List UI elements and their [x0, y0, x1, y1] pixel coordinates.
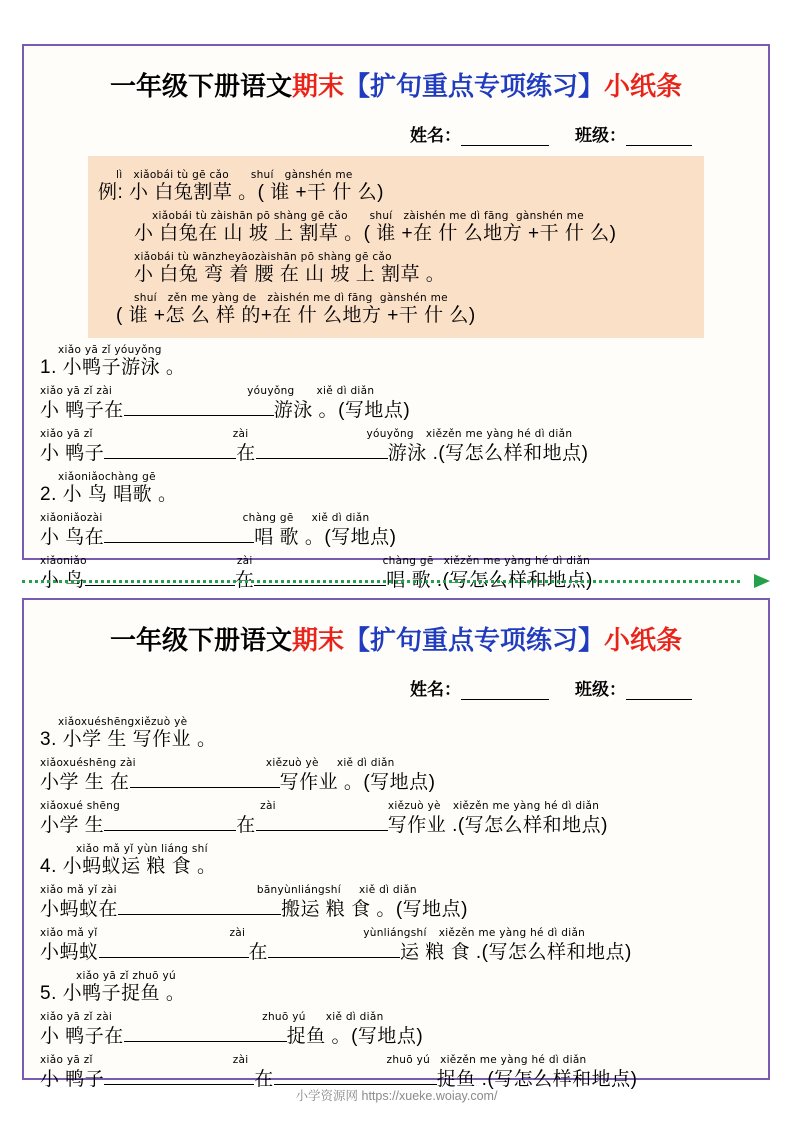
expand1-pinyin-tail: xiě dì diǎn	[325, 1011, 384, 1023]
expand1-hanzi-row	[40, 524, 752, 550]
expand1-pinyin-pre: xiǎo yā zǐ zài	[40, 1011, 113, 1023]
expand2-hz-tail: (写怎么样和地点)	[442, 570, 593, 591]
example-hanzi-1: 例: 小 白兔割草 。( 谁 +干 什 么)	[98, 182, 384, 203]
expand2-hz-mid: 在	[254, 1069, 274, 1090]
expand1-hanzi-row	[40, 769, 752, 795]
base-pinyin: xiǎoxuéshēngxiězuò yè	[58, 716, 188, 728]
expand1-hz-mid: 搬运 粮 食 。	[281, 899, 396, 920]
worksheet-card-2	[22, 598, 770, 1090]
expand2-hz-tail: (写怎么样和地点)	[487, 1069, 638, 1090]
expand1-pinyin-tail: xiě dì diǎn	[316, 385, 375, 397]
expand1-pinyin-row	[40, 884, 752, 896]
expand1-hanzi-row	[40, 1023, 752, 1049]
expand1-pinyin-mid: xiězuò yè	[265, 757, 319, 769]
exercise-item-expand2	[40, 800, 752, 838]
exercise-item-expand2	[40, 428, 752, 466]
title-part-note: 小纸条	[604, 625, 683, 655]
class-label-2: 班级：	[575, 680, 626, 699]
expand2-hanzi-row	[40, 440, 752, 466]
expand1-hz-tail: (写地点)	[338, 400, 411, 421]
expand2-pinyin-mid: zài	[229, 927, 246, 939]
expand2-hanzi-row	[40, 812, 752, 838]
expand2-hz-pre: 小蚂蚁	[40, 942, 99, 963]
expand2-pinyin-end: zhuō yú	[386, 1054, 431, 1066]
example-line-3	[98, 251, 694, 287]
answer-blank[interactable]	[274, 1066, 437, 1085]
worksheet-card-1	[22, 44, 770, 591]
example-line-4	[98, 292, 694, 328]
exercise-item-base	[40, 843, 752, 879]
expand2-pinyin-end: xiězuò yè	[387, 800, 441, 812]
expand1-hz-mid: 游泳 。	[273, 400, 339, 421]
expand1-hz-mid: 写作业 。	[279, 772, 364, 793]
title-part-exam: 期末	[291, 71, 344, 101]
expand2-pinyin-tail: xiězěn me yàng hé dì diǎn	[452, 800, 600, 812]
exercise-item-expand1	[40, 1011, 752, 1049]
expand1-pinyin-pre: xiǎo mǎ yǐ zài	[40, 884, 117, 896]
expand1-hz-mid: 捉鱼 。	[286, 1026, 352, 1047]
expand1-pinyin-row	[40, 385, 752, 397]
answer-blank[interactable]	[256, 440, 388, 459]
expand2-pinyin-end: yùnliángshí	[363, 927, 427, 939]
answer-blank[interactable]	[130, 769, 280, 788]
expand1-hz-tail: (写地点)	[324, 527, 397, 548]
expand1-pinyin-row	[40, 757, 752, 769]
expand1-hz-tail: (写地点)	[363, 772, 436, 793]
answer-blank[interactable]	[99, 939, 249, 958]
title-part-topic: 【扩句重点专项练习】	[344, 71, 605, 101]
expand2-pinyin-mid: zài	[232, 1054, 249, 1066]
base-pinyin: xiǎo mǎ yǐ yùn liáng shí	[76, 843, 208, 855]
expand2-pinyin-pre: xiǎo mǎ yǐ	[40, 927, 98, 939]
expand1-hz-tail: (写地点)	[395, 899, 469, 920]
example-pinyin-3: xiǎobái tù wānzheyāozàishān pō shàng gē cǎo	[134, 251, 392, 263]
exercise-item-base	[40, 970, 752, 1006]
exercise-list-1	[40, 344, 752, 593]
expand2-hz-end: 写作业 .	[387, 815, 458, 836]
cut-dotted-line	[22, 580, 740, 583]
expand2-hz-end: 运 粮 食 .	[400, 942, 482, 963]
exercise-item-base	[40, 716, 752, 752]
expand1-hanzi-row	[40, 397, 752, 423]
answer-blank[interactable]	[118, 896, 281, 915]
expand2-hz-pre: 小 鸟	[40, 570, 85, 591]
expand2-pinyin-mid: zài	[260, 800, 276, 812]
title-part-exam: 期末	[291, 625, 344, 655]
expand2-pinyin-tail: xiězěn me yàng hé dì diǎn	[443, 555, 591, 567]
exercise-item-base	[40, 471, 752, 507]
base-pinyin: xiǎoniǎochàng gē	[58, 471, 156, 483]
expand1-pinyin-mid: chàng gē	[242, 512, 294, 524]
exercise-item-base	[40, 344, 752, 380]
title-part-subject: 一年级下册语文	[109, 625, 292, 655]
expand1-pinyin-pre: xiǎoxuéshēng zài	[40, 757, 136, 769]
base-hanzi: 3. 小学 生 写作业 。	[40, 729, 217, 750]
exercise-item-expand1	[40, 757, 752, 795]
expand2-hz-mid: 在	[248, 942, 269, 963]
expand1-hz-pre: 小 鸟在	[40, 527, 105, 548]
expand2-pinyin-row	[40, 428, 752, 440]
answer-blank[interactable]	[104, 440, 236, 459]
exercise-item-expand2	[40, 927, 752, 965]
expand2-pinyin-end: yóuyǒng	[366, 428, 414, 440]
base-hanzi: 2. 小 鸟 唱歌 。	[40, 484, 178, 505]
expand1-hz-pre: 小学 生 在	[40, 772, 130, 793]
expand2-pinyin-tail: xiězěn me yàng hé dì diǎn	[440, 1054, 587, 1066]
expand1-pinyin-mid: zhuō yú	[262, 1011, 306, 1023]
expand2-pinyin-tail: xiězěn me yàng hé dì diǎn	[425, 428, 573, 440]
base-pinyin: xiǎo yā zǐ zhuō yú	[76, 970, 176, 982]
example-box	[88, 156, 704, 338]
title-part-topic: 【扩句重点专项练习】	[344, 625, 605, 655]
expand1-hz-pre: 小蚂蚁在	[40, 899, 119, 920]
exercise-item-expand1	[40, 512, 752, 550]
student-info-row-1	[24, 121, 768, 146]
expand1-hz-mid: 唱 歌 。	[254, 527, 325, 548]
title-part-note: 小纸条	[604, 71, 683, 101]
exercise-item-expand1	[40, 385, 752, 423]
title-part-subject: 一年级下册语文	[109, 71, 292, 101]
expand2-pinyin-row	[40, 927, 752, 939]
cut-separator	[22, 574, 770, 588]
example-pinyin-2: xiǎobái tù zàishān pō shàng gē cǎo shuí zàishén me dì fāng gànshén me	[152, 210, 584, 222]
exercise-item-expand1	[40, 884, 752, 922]
class-label-1: 班级：	[575, 126, 626, 145]
answer-blank[interactable]	[104, 524, 254, 543]
expand2-hz-end: 捉鱼 .	[436, 1069, 488, 1090]
expand1-pinyin-row	[40, 1011, 752, 1023]
answer-blank[interactable]	[124, 397, 274, 416]
expand2-pinyin-pre: xiǎoniǎo	[40, 555, 87, 567]
answer-blank[interactable]	[268, 939, 400, 958]
expand2-pinyin-pre: xiǎoxué shēng	[40, 800, 121, 812]
expand2-hz-tail: (写怎么样和地点)	[438, 443, 589, 464]
expand1-pinyin-pre: xiǎoniǎozài	[40, 512, 103, 524]
expand1-pinyin-mid: bānyùnliángshí	[256, 884, 341, 896]
student-info-row-2	[24, 675, 768, 700]
expand2-pinyin-row	[40, 1054, 752, 1066]
answer-blank[interactable]	[256, 812, 388, 831]
base-hanzi: 1. 小鸭子游泳 。	[40, 357, 186, 378]
expand2-hanzi-row	[40, 939, 752, 965]
example-hanzi-4: ( 谁 +怎 么 样 的+在 什 么地方 +干 什 么)	[116, 305, 476, 326]
expand2-pinyin-row	[40, 555, 752, 567]
footer-watermark	[0, 1086, 793, 1104]
example-hanzi-2: 小 白兔在 山 坡 上 割草 。( 谁 +在 什 么地方 +干 什 么)	[134, 223, 617, 244]
expand2-hz-pre: 小 鸭子	[40, 443, 105, 464]
expand1-pinyin-tail: xiě dì diǎn	[358, 884, 417, 896]
expand2-hz-end: 唱 歌 .	[386, 570, 443, 591]
expand2-pinyin-mid: zài	[232, 428, 249, 440]
expand1-pinyin-tail: xiě dì diǎn	[311, 512, 370, 524]
expand2-hz-tail: (写怎么样和地点)	[457, 815, 609, 836]
exercise-list-2	[40, 716, 752, 1092]
example-hanzi-3: 小 白兔 弯 着 腰 在 山 坡 上 割草 。	[134, 264, 446, 285]
name-label-2: 姓名：	[410, 680, 461, 699]
expand1-hanzi-row	[40, 896, 752, 922]
expand2-hz-mid: 在	[236, 443, 256, 464]
expand2-hz-end: 游泳 .	[387, 443, 439, 464]
expand2-pinyin-row	[40, 800, 752, 812]
expand1-pinyin-row	[40, 512, 752, 524]
example-line-2	[98, 210, 694, 246]
expand2-pinyin-mid: zài	[236, 555, 253, 567]
page-title-1	[24, 66, 768, 103]
example-pinyin-1: lì xiǎobái tù gē cǎo shuí gànshén me	[116, 169, 353, 181]
answer-blank[interactable]	[124, 1023, 287, 1042]
base-pinyin: xiǎo yā zǐ yóuyǒng	[58, 344, 162, 356]
expand2-pinyin-pre: xiǎo yā zǐ	[40, 428, 93, 440]
expand2-hz-pre: 小学 生	[40, 815, 105, 836]
answer-blank[interactable]	[104, 1066, 254, 1085]
expand2-hz-mid: 在	[236, 815, 256, 836]
expand1-hz-pre: 小 鸭子在	[40, 1026, 124, 1047]
name-field-2[interactable]	[461, 699, 549, 700]
answer-blank[interactable]	[104, 812, 236, 831]
expand2-hz-tail: (写怎么样和地点)	[481, 942, 632, 963]
base-hanzi: 5. 小鸭子捉鱼 。	[40, 983, 186, 1004]
page-title-2	[24, 620, 768, 657]
expand2-pinyin-tail: xiězěn me yàng hé dì diǎn	[438, 927, 586, 939]
class-field-1[interactable]	[626, 145, 692, 146]
expand1-pinyin-pre: xiǎo yā zǐ zài	[40, 385, 113, 397]
expand2-pinyin-end: chàng gē	[382, 555, 434, 567]
example-line-1	[98, 169, 694, 205]
name-label-1: 姓名：	[410, 126, 461, 145]
expand1-hz-tail: (写地点)	[351, 1026, 424, 1047]
example-pinyin-4: shuí zěn me yàng de zàishén me dì fāng gànshén me	[134, 292, 448, 304]
expand2-hz-pre: 小 鸭子	[40, 1069, 105, 1090]
expand1-pinyin-mid: yóuyǒng	[247, 385, 295, 397]
name-field-1[interactable]	[461, 145, 549, 146]
base-hanzi: 4. 小蚂蚁运 粮 食 。	[40, 856, 217, 877]
footer-text: 小学资源网 https://xueke.woiay.com/	[295, 1089, 498, 1103]
expand1-hz-pre: 小 鸭子在	[40, 400, 124, 421]
arrow-icon	[754, 574, 770, 588]
class-field-2[interactable]	[626, 699, 692, 700]
expand1-pinyin-tail: xiě dì diǎn	[336, 757, 395, 769]
expand2-hz-mid: 在	[234, 570, 255, 591]
expand2-pinyin-pre: xiǎo yā zǐ	[40, 1054, 93, 1066]
